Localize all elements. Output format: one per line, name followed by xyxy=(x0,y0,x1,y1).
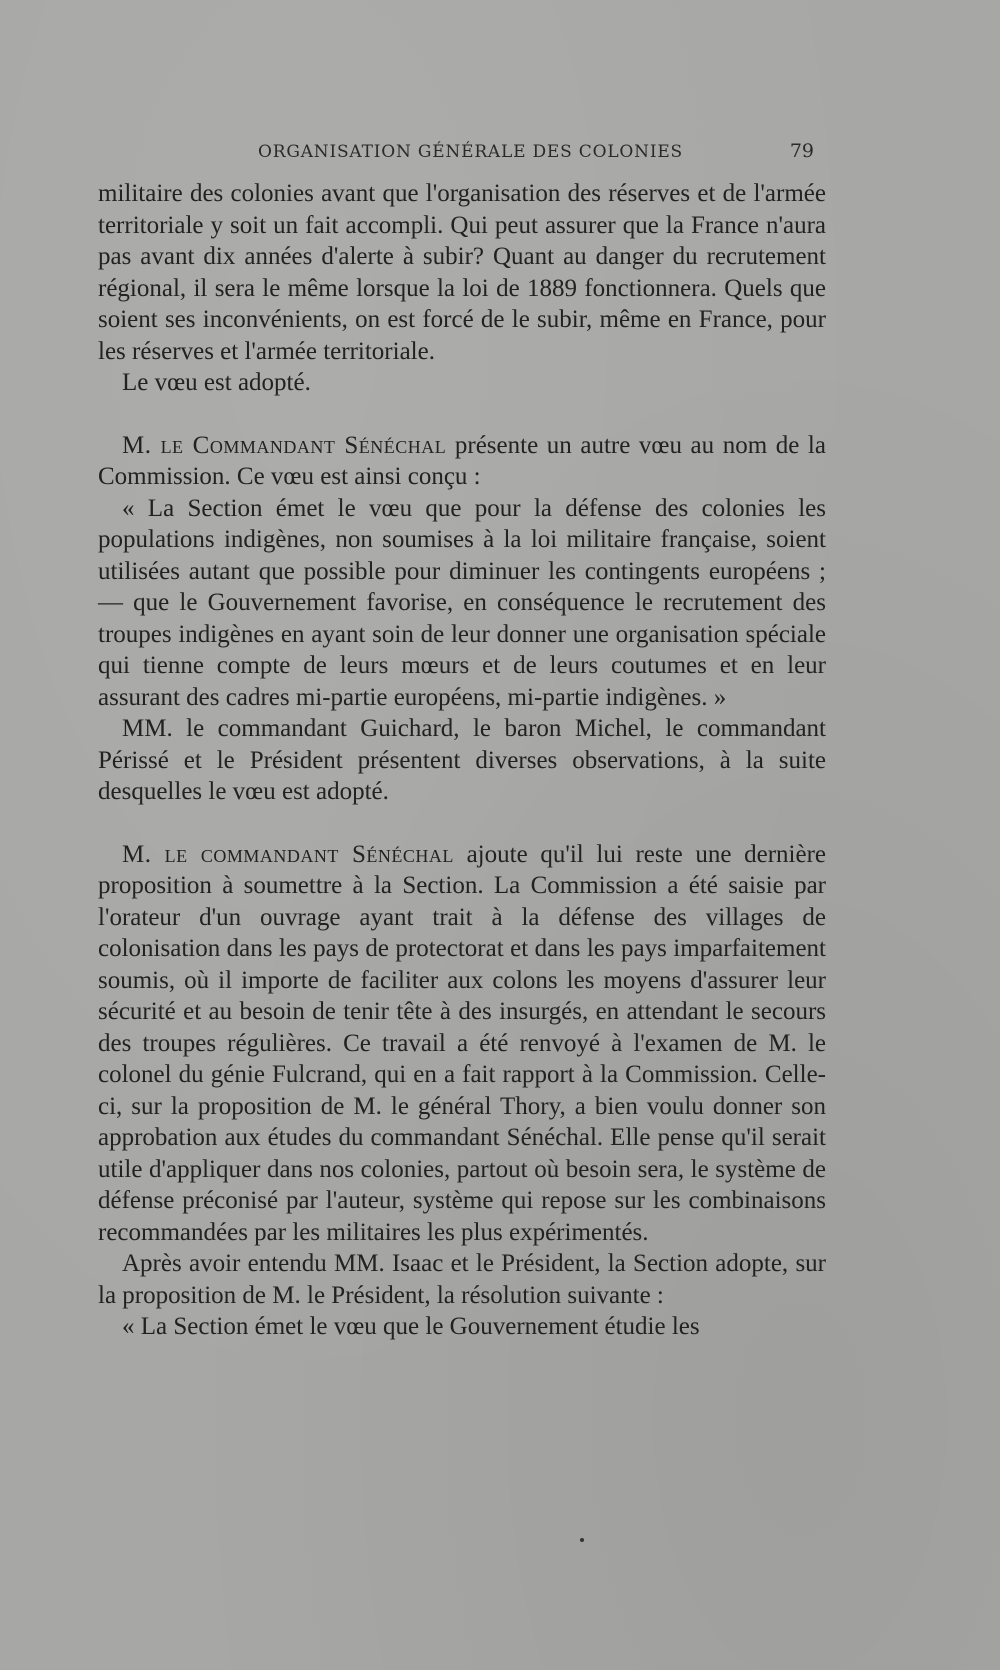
paragraph-continuation: militaire des colonies avant que l'organisation des réserves et de l'armée territoriale y soit un fait accompli. Qui peut assurer que la France n'aura pas avant dix années d'alerte à subir? Quant au danger du recrutement régional, il sera le même lorsque la loi de 1889 fonctionnera. Quels que soient ses inconvénients, on est forcé de le subir, même en France, pour les réserves et l'armée territoriale. xyxy=(98,180,826,365)
paragraph-observations: MM. le commandant Guichard, le baron Michel, le commandant Périssé et le Président présentent diverses observations, à la suite desquelles le vœu est adopté. xyxy=(98,715,826,805)
paper-speck xyxy=(580,1538,584,1542)
paragraph-text: présente un autre vœu au nom de la Commission. Ce vœu est ainsi conçu : xyxy=(98,431,826,490)
body-text xyxy=(98,178,826,1343)
running-header xyxy=(98,138,834,172)
paragraph-vote-adopted: Le vœu est adopté. xyxy=(122,369,311,396)
paragraph-senechal-proposal xyxy=(98,430,826,493)
speaker-name: M. le commandant Sénéchal xyxy=(122,840,454,868)
paragraph-section-adopts: Après avoir entendu MM. Isaac et le Président, la Section adopte, sur la proposition de M. le Président, la résolution suivante : xyxy=(98,1250,826,1309)
running-title: ORGANISATION GÉNÉRALE DES COLONIES xyxy=(258,142,684,162)
speaker-name: M. le Commandant Sénéchal xyxy=(122,431,447,459)
page-number: 79 xyxy=(789,140,814,162)
paragraph-quoted-resolution: « La Section émet le vœu que pour la défense des colonies les populations indigènes, non soumises à la loi militaire française, soient utilisées autant que possible pour diminuer les contingents européens ; — que le Gouvernement favorise, en conséquence le recrutement des troupes indigènes en ayant soin de leur donner une organisation spéciale qui tienne compte de leurs mœurs et de leurs coutumes et en leur assurant des cadres mi-partie européens, mi-partie indigènes. » xyxy=(98,494,826,711)
paragraph-senechal-final-proposal xyxy=(98,839,826,1249)
paragraph-final-quote: « La Section émet le vœu que le Gouvernement étudie les xyxy=(122,1313,700,1340)
paragraph-text: ajoute qu'il lui reste une dernière proposition à soumettre à la Section. La Commission a été saisie par l'orateur d'un ouvrage ayant trait à la défense des villages de colonisation dans les pays de protectorat et dans les pays imparfaitement soumis, où il importe de faciliter aux colons les moyens d'assurer leur sécurité et au besoin de tenir tête à des insurgés, en attendant le secours des troupes régulières. Ce travail a été renvoyé à l'examen de M. le colonel du génie Fulcrand, qui en a fait rapport à la Commission. Celle-ci, sur la proposition de M. le général Thory, a bien voulu donner son approbation aux études du commandant Sénéchal. Elle pense qu'il serait utile d'appliquer dans nos colonies, partout où besoin sera, le système de défense préconisé par l'auteur, système qui repose sur les combinaisons recommandées par les militaires les plus expérimentés. xyxy=(98,840,827,1246)
